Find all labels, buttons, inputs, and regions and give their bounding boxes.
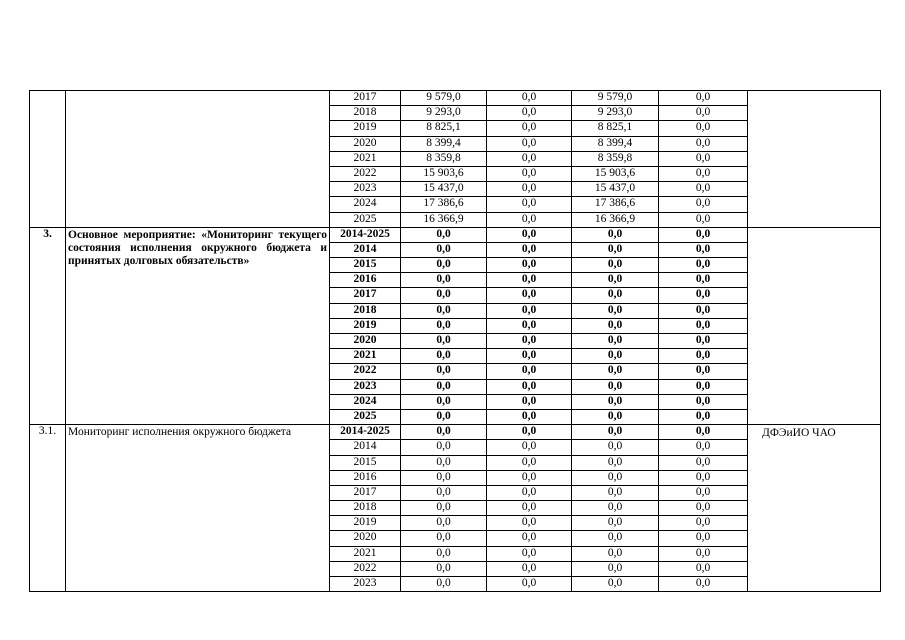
table-row [30,91,881,106]
amount-cell: 0,0 [401,303,487,318]
item-number: 3.1. [30,425,66,592]
amount-cell: 0,0 [401,258,487,273]
amount-cell: 0,0 [487,121,572,136]
document-page [29,90,880,597]
amount-cell: 0,0 [401,425,487,440]
amount-cell: 0,0 [659,577,748,592]
amount-cell: 0,0 [659,364,748,379]
amount-cell: 0,0 [487,151,572,166]
period-cell: 2018 [330,501,401,516]
amount-cell: 0,0 [659,334,748,349]
period-cell: 2018 [330,303,401,318]
amount-cell: 0,0 [487,106,572,121]
amount-cell: 15 903,6 [572,166,659,181]
amount-cell: 0,0 [487,273,572,288]
amount-cell: 0,0 [487,242,572,257]
amount-cell: 0,0 [659,212,748,227]
amount-cell: 0,0 [487,394,572,409]
period-cell: 2019 [330,121,401,136]
period-cell: 2025 [330,409,401,424]
amount-cell: 0,0 [401,379,487,394]
amount-cell: 0,0 [572,258,659,273]
amount-cell: 0,0 [572,242,659,257]
amount-cell: 0,0 [572,561,659,576]
amount-cell: 0,0 [572,425,659,440]
amount-cell: 0,0 [572,379,659,394]
amount-cell: 0,0 [487,577,572,592]
period-cell: 2015 [330,455,401,470]
amount-cell: 0,0 [659,379,748,394]
period-cell: 2020 [330,334,401,349]
period-cell: 2021 [330,349,401,364]
amount-cell: 0,0 [487,440,572,455]
period-cell: 2020 [330,136,401,151]
amount-cell: 0,0 [487,516,572,531]
period-cell: 2014 [330,440,401,455]
period-cell: 2023 [330,577,401,592]
amount-cell: 0,0 [401,334,487,349]
amount-cell: 8 399,4 [572,136,659,151]
period-cell: 2015 [330,258,401,273]
amount-cell: 0,0 [487,455,572,470]
period-cell: 2019 [330,516,401,531]
period-cell: 2024 [330,197,401,212]
amount-cell: 0,0 [487,197,572,212]
amount-cell: 0,0 [401,546,487,561]
amount-cell: 0,0 [572,577,659,592]
amount-cell: 0,0 [572,394,659,409]
period-cell: 2019 [330,318,401,333]
amount-cell: 0,0 [401,273,487,288]
amount-cell: 17 386,6 [572,197,659,212]
amount-cell: 0,0 [659,273,748,288]
amount-cell: 0,0 [401,349,487,364]
period-cell: 2023 [330,182,401,197]
period-cell: 2020 [330,531,401,546]
table-row [30,227,881,242]
amount-cell: 8 399,4 [401,136,487,151]
item-number [30,91,66,228]
period-cell: 2016 [330,273,401,288]
period-cell: 2017 [330,485,401,500]
amount-cell: 0,0 [401,394,487,409]
amount-cell: 0,0 [659,455,748,470]
amount-cell: 0,0 [659,227,748,242]
amount-cell: 0,0 [487,364,572,379]
amount-cell: 0,0 [572,318,659,333]
amount-cell: 0,0 [401,288,487,303]
period-cell: 2017 [330,288,401,303]
amount-cell: 0,0 [659,182,748,197]
period-cell: 2023 [330,379,401,394]
amount-cell: 16 366,9 [401,212,487,227]
amount-cell: 0,0 [487,425,572,440]
amount-cell: 0,0 [659,91,748,106]
amount-cell: 0,0 [401,455,487,470]
amount-cell: 0,0 [487,303,572,318]
amount-cell: 0,0 [659,349,748,364]
amount-cell: 0,0 [487,318,572,333]
amount-cell: 0,0 [572,334,659,349]
amount-cell: 0,0 [487,561,572,576]
amount-cell: 8 359,8 [401,151,487,166]
amount-cell: 0,0 [401,470,487,485]
period-cell: 2017 [330,91,401,106]
amount-cell: 0,0 [572,288,659,303]
amount-cell: 0,0 [572,349,659,364]
amount-cell: 0,0 [572,409,659,424]
amount-cell: 8 359,8 [572,151,659,166]
amount-cell: 0,0 [487,409,572,424]
amount-cell: 0,0 [572,531,659,546]
amount-cell: 0,0 [659,470,748,485]
amount-cell: 17 386,6 [401,197,487,212]
amount-cell: 0,0 [659,409,748,424]
amount-cell: 0,0 [401,501,487,516]
amount-cell: 0,0 [659,485,748,500]
amount-cell: 0,0 [572,516,659,531]
amount-cell: 15 437,0 [401,182,487,197]
item-description: Мониторинг исполнения окружного бюджета [66,425,330,592]
amount-cell: 0,0 [401,531,487,546]
amount-cell: 0,0 [487,91,572,106]
amount-cell: 0,0 [572,546,659,561]
period-cell: 2022 [330,364,401,379]
amount-cell: 16 366,9 [572,212,659,227]
amount-cell: 0,0 [659,151,748,166]
item-description [66,91,330,228]
amount-cell: 0,0 [659,531,748,546]
amount-cell: 0,0 [487,485,572,500]
period-cell: 2025 [330,212,401,227]
period-cell: 2014-2025 [330,227,401,242]
amount-cell: 0,0 [401,577,487,592]
item-description: Основное мероприятие: «Мониторинг текущего состояния исполнения окружного бюджета и принятых долговых обязательств» [66,227,330,424]
period-cell: 2018 [330,106,401,121]
amount-cell: 15 437,0 [572,182,659,197]
amount-cell: 0,0 [572,455,659,470]
amount-cell: 0,0 [659,501,748,516]
amount-cell: 0,0 [487,288,572,303]
amount-cell: 0,0 [572,364,659,379]
amount-cell: 0,0 [659,136,748,151]
amount-cell: 0,0 [401,318,487,333]
amount-cell: 0,0 [659,303,748,318]
amount-cell: 0,0 [401,227,487,242]
amount-cell: 0,0 [659,106,748,121]
amount-cell: 0,0 [659,546,748,561]
table-body [30,91,881,592]
amount-cell: 0,0 [487,227,572,242]
amount-cell: 0,0 [572,485,659,500]
amount-cell: 8 825,1 [572,121,659,136]
responsible-executor: ДФЭиИО ЧАО [748,425,881,592]
amount-cell: 0,0 [659,516,748,531]
responsible-executor [748,91,881,228]
amount-cell: 0,0 [401,485,487,500]
period-cell: 2022 [330,166,401,181]
amount-cell: 0,0 [572,501,659,516]
amount-cell: 0,0 [487,349,572,364]
amount-cell: 9 579,0 [401,91,487,106]
amount-cell: 0,0 [659,258,748,273]
responsible-executor [748,227,881,424]
period-cell: 2022 [330,561,401,576]
amount-cell: 9 579,0 [572,91,659,106]
amount-cell: 0,0 [572,227,659,242]
amount-cell: 0,0 [572,303,659,318]
amount-cell: 9 293,0 [572,106,659,121]
amount-cell: 0,0 [401,561,487,576]
amount-cell: 8 825,1 [401,121,487,136]
amount-cell: 0,0 [659,288,748,303]
table-row [30,425,881,440]
amount-cell: 0,0 [487,531,572,546]
amount-cell: 0,0 [487,182,572,197]
amount-cell: 0,0 [659,197,748,212]
amount-cell: 0,0 [659,166,748,181]
amount-cell: 0,0 [572,273,659,288]
amount-cell: 0,0 [401,409,487,424]
amount-cell: 0,0 [487,212,572,227]
period-cell: 2021 [330,546,401,561]
amount-cell: 15 903,6 [401,166,487,181]
amount-cell: 0,0 [659,318,748,333]
funding-table [29,90,881,592]
amount-cell: 0,0 [487,546,572,561]
amount-cell: 0,0 [487,379,572,394]
amount-cell: 0,0 [659,242,748,257]
period-cell: 2021 [330,151,401,166]
amount-cell: 0,0 [659,440,748,455]
period-cell: 2014 [330,242,401,257]
period-cell: 2024 [330,394,401,409]
amount-cell: 0,0 [659,561,748,576]
amount-cell: 0,0 [401,242,487,257]
item-number: 3. [30,227,66,424]
amount-cell: 0,0 [659,121,748,136]
amount-cell: 0,0 [659,425,748,440]
amount-cell: 0,0 [487,470,572,485]
amount-cell: 0,0 [572,440,659,455]
amount-cell: 0,0 [487,258,572,273]
amount-cell: 0,0 [487,136,572,151]
amount-cell: 0,0 [401,516,487,531]
amount-cell: 0,0 [487,334,572,349]
period-cell: 2016 [330,470,401,485]
amount-cell: 0,0 [401,364,487,379]
amount-cell: 0,0 [487,166,572,181]
amount-cell: 9 293,0 [401,106,487,121]
amount-cell: 0,0 [401,440,487,455]
period-cell: 2014-2025 [330,425,401,440]
amount-cell: 0,0 [487,501,572,516]
amount-cell: 0,0 [572,470,659,485]
amount-cell: 0,0 [659,394,748,409]
